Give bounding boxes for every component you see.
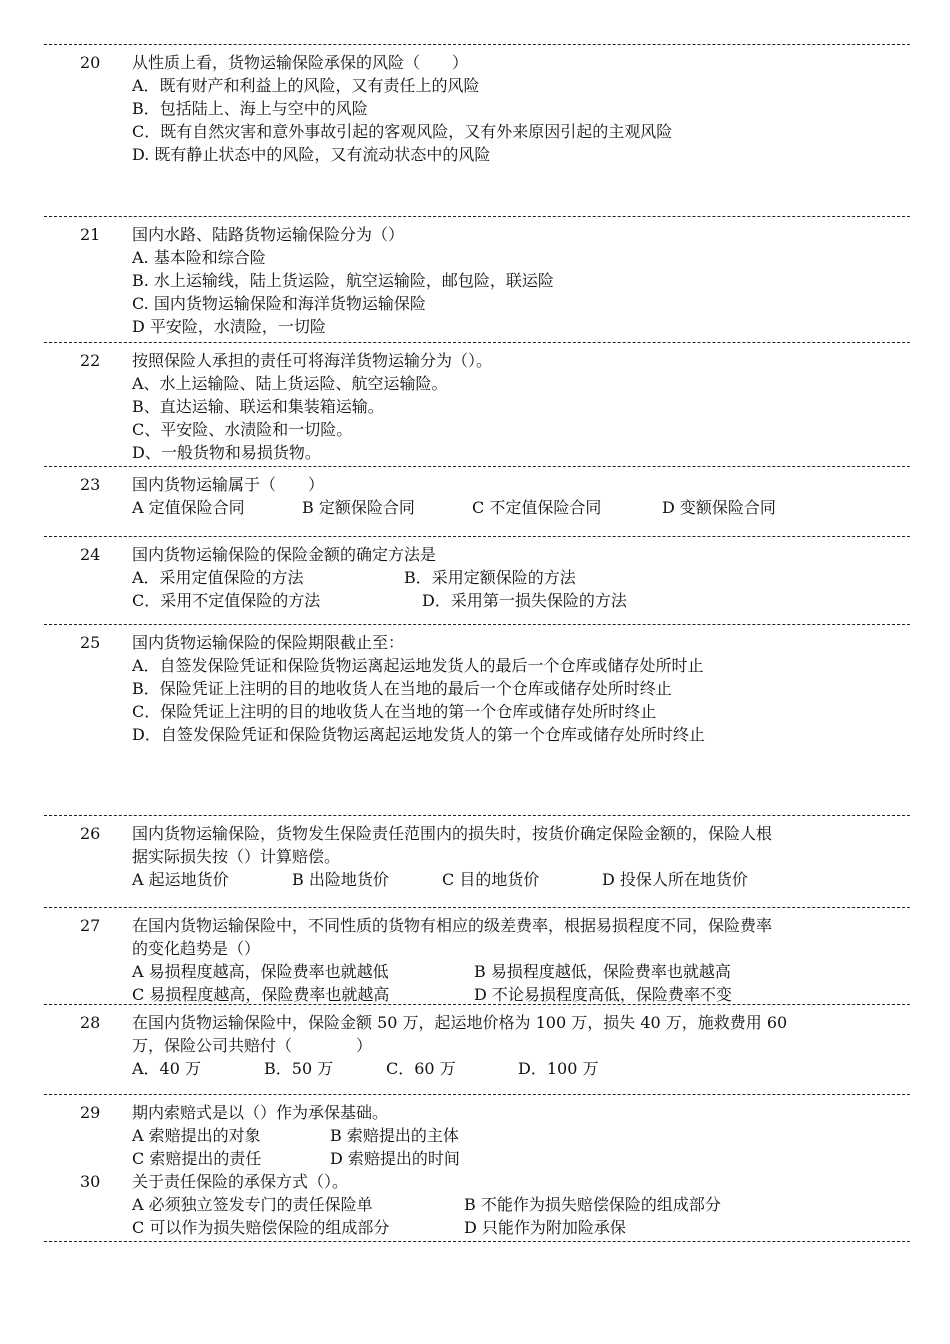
question-body [132, 1011, 902, 1080]
option-a: A 定值保险合同 [132, 498, 245, 517]
dashed-divider-bottom [44, 1241, 910, 1242]
option-c: C. 国内货物运输保险和海洋货物运输保险 [132, 294, 426, 313]
question-stem: 关于责任保险的承保方式（）。 [132, 1172, 349, 1191]
question-stem: 国内水路、陆路货物运输保险分为（） [132, 225, 405, 244]
option-b: B、直达运输、联运和集装箱运输。 [132, 397, 384, 416]
option-c: C 可以作为损失赔偿保险的组成部分 [132, 1218, 390, 1237]
option-b: B 索赔提出的主体 [330, 1126, 459, 1145]
question-stem: 在国内货物运输保险中，保险金额 50 万，起运地价格为 100 万，损失 40 万，施救费用 60 [132, 1013, 788, 1032]
option-c: C 不定值保险合同 [472, 498, 602, 517]
option-c: C．采用不定值保险的方法 [132, 591, 321, 610]
option-b: B．保险凭证上注明的目的地收货人在当地的最后一个仓库或储存处所时终止 [132, 679, 672, 698]
question-stem: 期内索赔式是以（）作为承保基础。 [132, 1103, 389, 1122]
dashed-divider [44, 342, 910, 343]
question-body [132, 543, 902, 612]
option-row [132, 589, 902, 612]
dashed-divider [44, 815, 910, 816]
question-stem: 从性质上看，货物运输保险承保的风险（ ） [132, 53, 469, 72]
option-row [132, 496, 902, 519]
dashed-divider [44, 1094, 910, 1095]
option-c: C．既有自然灾害和意外事故引起的客观风险，又有外来原因引起的主观风险 [132, 122, 673, 141]
question-stem: 国内货物运输保险的保险期限截止至： [132, 633, 405, 652]
option-a: A．既有财产和利益上的风险，又有责任上的风险 [132, 76, 480, 95]
option-d: D 变额保险合同 [662, 498, 776, 517]
option-a: A、水上运输险、陆上货运险、航空运输险。 [132, 374, 448, 393]
question-body [132, 631, 902, 746]
question-body [132, 1170, 902, 1239]
option-c: C 目的地货价 [442, 870, 540, 889]
question-stem-continued: 据实际损失按（）计算赔偿。 [132, 847, 341, 866]
option-d: D 投保人所在地货价 [602, 870, 748, 889]
question-body [132, 349, 902, 464]
option-b: B．采用定额保险的方法 [404, 568, 576, 587]
question-number: 30 [80, 1172, 101, 1191]
option-a: A．自签发保险凭证和保险货物运离起运地发货人的最后一个仓库或储存处所时止 [132, 656, 704, 675]
option-c: C、平安险、水渍险和一切险。 [132, 420, 353, 439]
option-row [132, 1147, 902, 1170]
option-row [132, 1216, 902, 1239]
question-body [132, 223, 902, 338]
option-c: C．60 万 [386, 1059, 456, 1078]
option-d: D 平安险，水渍险，一切险 [132, 317, 326, 336]
option-row [132, 983, 902, 1006]
option-b: B 定额保险合同 [302, 498, 415, 517]
option-row [132, 1124, 902, 1147]
option-d: D．采用第一损失保险的方法 [422, 591, 627, 610]
question-number: 22 [80, 351, 101, 370]
option-d: D 索赔提出的时间 [330, 1149, 460, 1168]
question-body [132, 51, 902, 166]
option-d: D、一般货物和易损货物。 [132, 443, 321, 462]
question-body [132, 914, 902, 1006]
dashed-divider [44, 907, 910, 908]
option-d: D 只能作为附加险承保 [464, 1218, 626, 1237]
question-stem: 国内货物运输保险的保险金额的确定方法是 [132, 545, 437, 564]
question-number: 20 [80, 53, 101, 72]
option-d: D．100 万 [518, 1059, 599, 1078]
dashed-divider [44, 216, 910, 217]
question-number: 24 [80, 545, 101, 564]
option-b: B 出险地货价 [292, 870, 389, 889]
option-c: C．保险凭证上注明的目的地收货人在当地的第一个仓库或储存处所时终止 [132, 702, 657, 721]
option-row [132, 1057, 902, 1080]
question-stem: 在国内货物运输保险中，不同性质的货物有相应的级差费率，根据易损程度不同，保险费率 [132, 916, 773, 935]
dashed-divider [44, 1004, 910, 1005]
dashed-divider [44, 624, 910, 625]
option-b: B. 水上运输线，陆上货运险，航空运输险，邮包险，联运险 [132, 271, 554, 290]
option-c: C 索赔提出的责任 [132, 1149, 262, 1168]
dashed-divider [44, 466, 910, 467]
question-number: 27 [80, 916, 101, 935]
question-stem: 国内货物运输属于（ ） [132, 475, 325, 494]
option-a: A 易损程度越高，保险费率也就越低 [132, 962, 389, 981]
question-body [132, 473, 902, 519]
option-row [132, 566, 902, 589]
option-a: A．40 万 [132, 1059, 202, 1078]
option-row [132, 960, 902, 983]
question-number: 26 [80, 824, 101, 843]
question-body [132, 1101, 902, 1170]
option-b: B．包括陆上、海上与空中的风险 [132, 99, 368, 118]
question-stem-continued: 万，保险公司共赔付（ ） [132, 1036, 373, 1055]
option-a: A 索赔提出的对象 [132, 1126, 261, 1145]
option-b: B 易损程度越低，保险费率也就越高 [474, 962, 731, 981]
question-stem: 按照保险人承担的责任可将海洋货物运输分为（）。 [132, 351, 493, 370]
question-stem-continued: 的变化趋势是（） [132, 939, 261, 958]
option-a: A 必须独立签发专门的责任保险单 [132, 1195, 373, 1214]
option-d: D. 既有静止状态中的风险，又有流动状态中的风险 [132, 145, 491, 164]
question-body [132, 822, 902, 891]
option-d: D 不论易损程度高低，保险费率不变 [474, 985, 732, 1004]
question-number: 25 [80, 633, 101, 652]
option-b: B 不能作为损失赔偿保险的组成部分 [464, 1195, 721, 1214]
dashed-divider [44, 44, 910, 45]
option-row [132, 868, 902, 891]
option-a: A．采用定值保险的方法 [132, 568, 304, 587]
option-a: A 起运地货价 [132, 870, 229, 889]
option-row [132, 1193, 902, 1216]
question-number: 29 [80, 1103, 101, 1122]
option-a: A. 基本险和综合险 [132, 248, 266, 267]
question-number: 21 [80, 225, 101, 244]
option-b: B．50 万 [264, 1059, 334, 1078]
option-d: D．自签发保险凭证和保险货物运离起运地发货人的第一个仓库或储存处所时终止 [132, 725, 705, 744]
option-c: C 易损程度越高，保险费率也就越高 [132, 985, 390, 1004]
question-stem: 国内货物运输保险，货物发生保险责任范围内的损失时，按货价确定保险金额的，保险人根 [132, 824, 773, 843]
question-number: 23 [80, 475, 101, 494]
question-number: 28 [80, 1013, 101, 1032]
dashed-divider [44, 536, 910, 537]
